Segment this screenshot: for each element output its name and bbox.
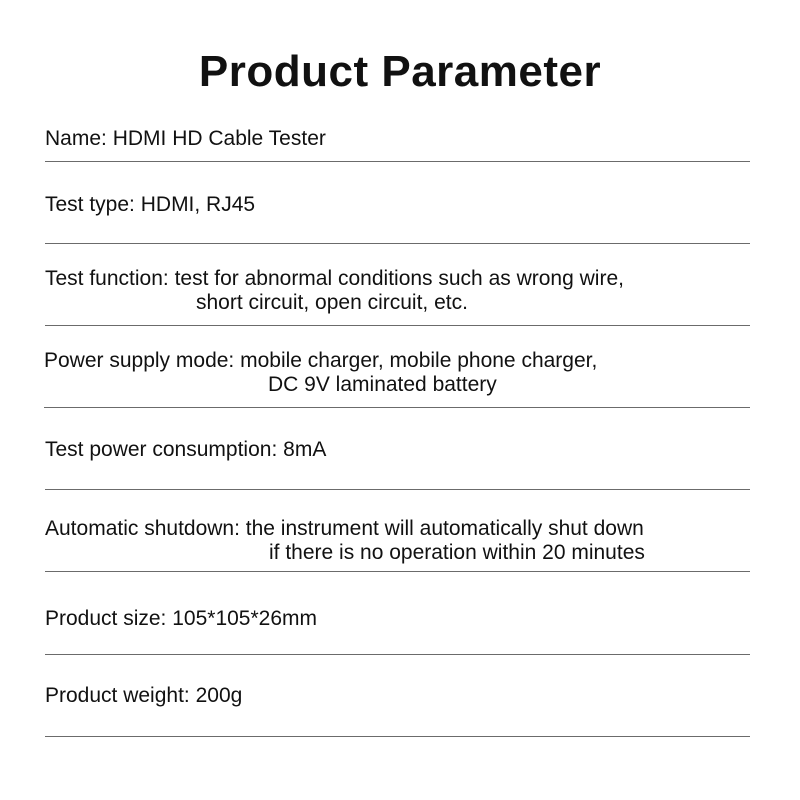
param-row-power-consumption <box>45 438 750 490</box>
param-value-continued: short circuit, open circuit, etc. <box>196 291 468 314</box>
param-row-product-size <box>45 607 750 655</box>
param-label: Product weight: <box>45 684 190 707</box>
param-label: Automatic shutdown: <box>45 517 240 540</box>
param-value: 8mA <box>283 438 327 461</box>
param-row-power-supply <box>44 349 750 408</box>
param-row-product-weight <box>45 684 750 737</box>
param-value-continued: if there is no operation within 20 minutes <box>269 541 645 564</box>
param-label: Test power consumption: <box>45 438 278 461</box>
param-row-auto-shutdown <box>45 517 750 572</box>
param-value-continued: DC 9V laminated battery <box>268 373 497 396</box>
page-title: Product Parameter <box>198 47 602 96</box>
param-label: Product size: <box>45 607 167 630</box>
param-label: Power supply mode: <box>44 349 235 372</box>
param-value: 200g <box>195 684 243 707</box>
param-label: Name: <box>45 127 107 150</box>
param-row-test-type <box>45 193 750 244</box>
param-label: Test type: <box>45 193 135 216</box>
param-row-test-function <box>45 267 750 326</box>
param-value: mobile charger, mobile phone charger, <box>240 349 598 372</box>
param-value: HDMI, RJ45 <box>140 193 256 216</box>
param-label: Test function: <box>45 267 169 290</box>
param-value: test for abnormal conditions such as wrong wire, <box>174 267 624 290</box>
param-value: 105*105*26mm <box>172 607 317 630</box>
param-value: HDMI HD Cable Tester <box>112 127 326 150</box>
param-row-name <box>45 127 750 162</box>
param-value: the instrument will automatically shut down <box>245 517 644 540</box>
